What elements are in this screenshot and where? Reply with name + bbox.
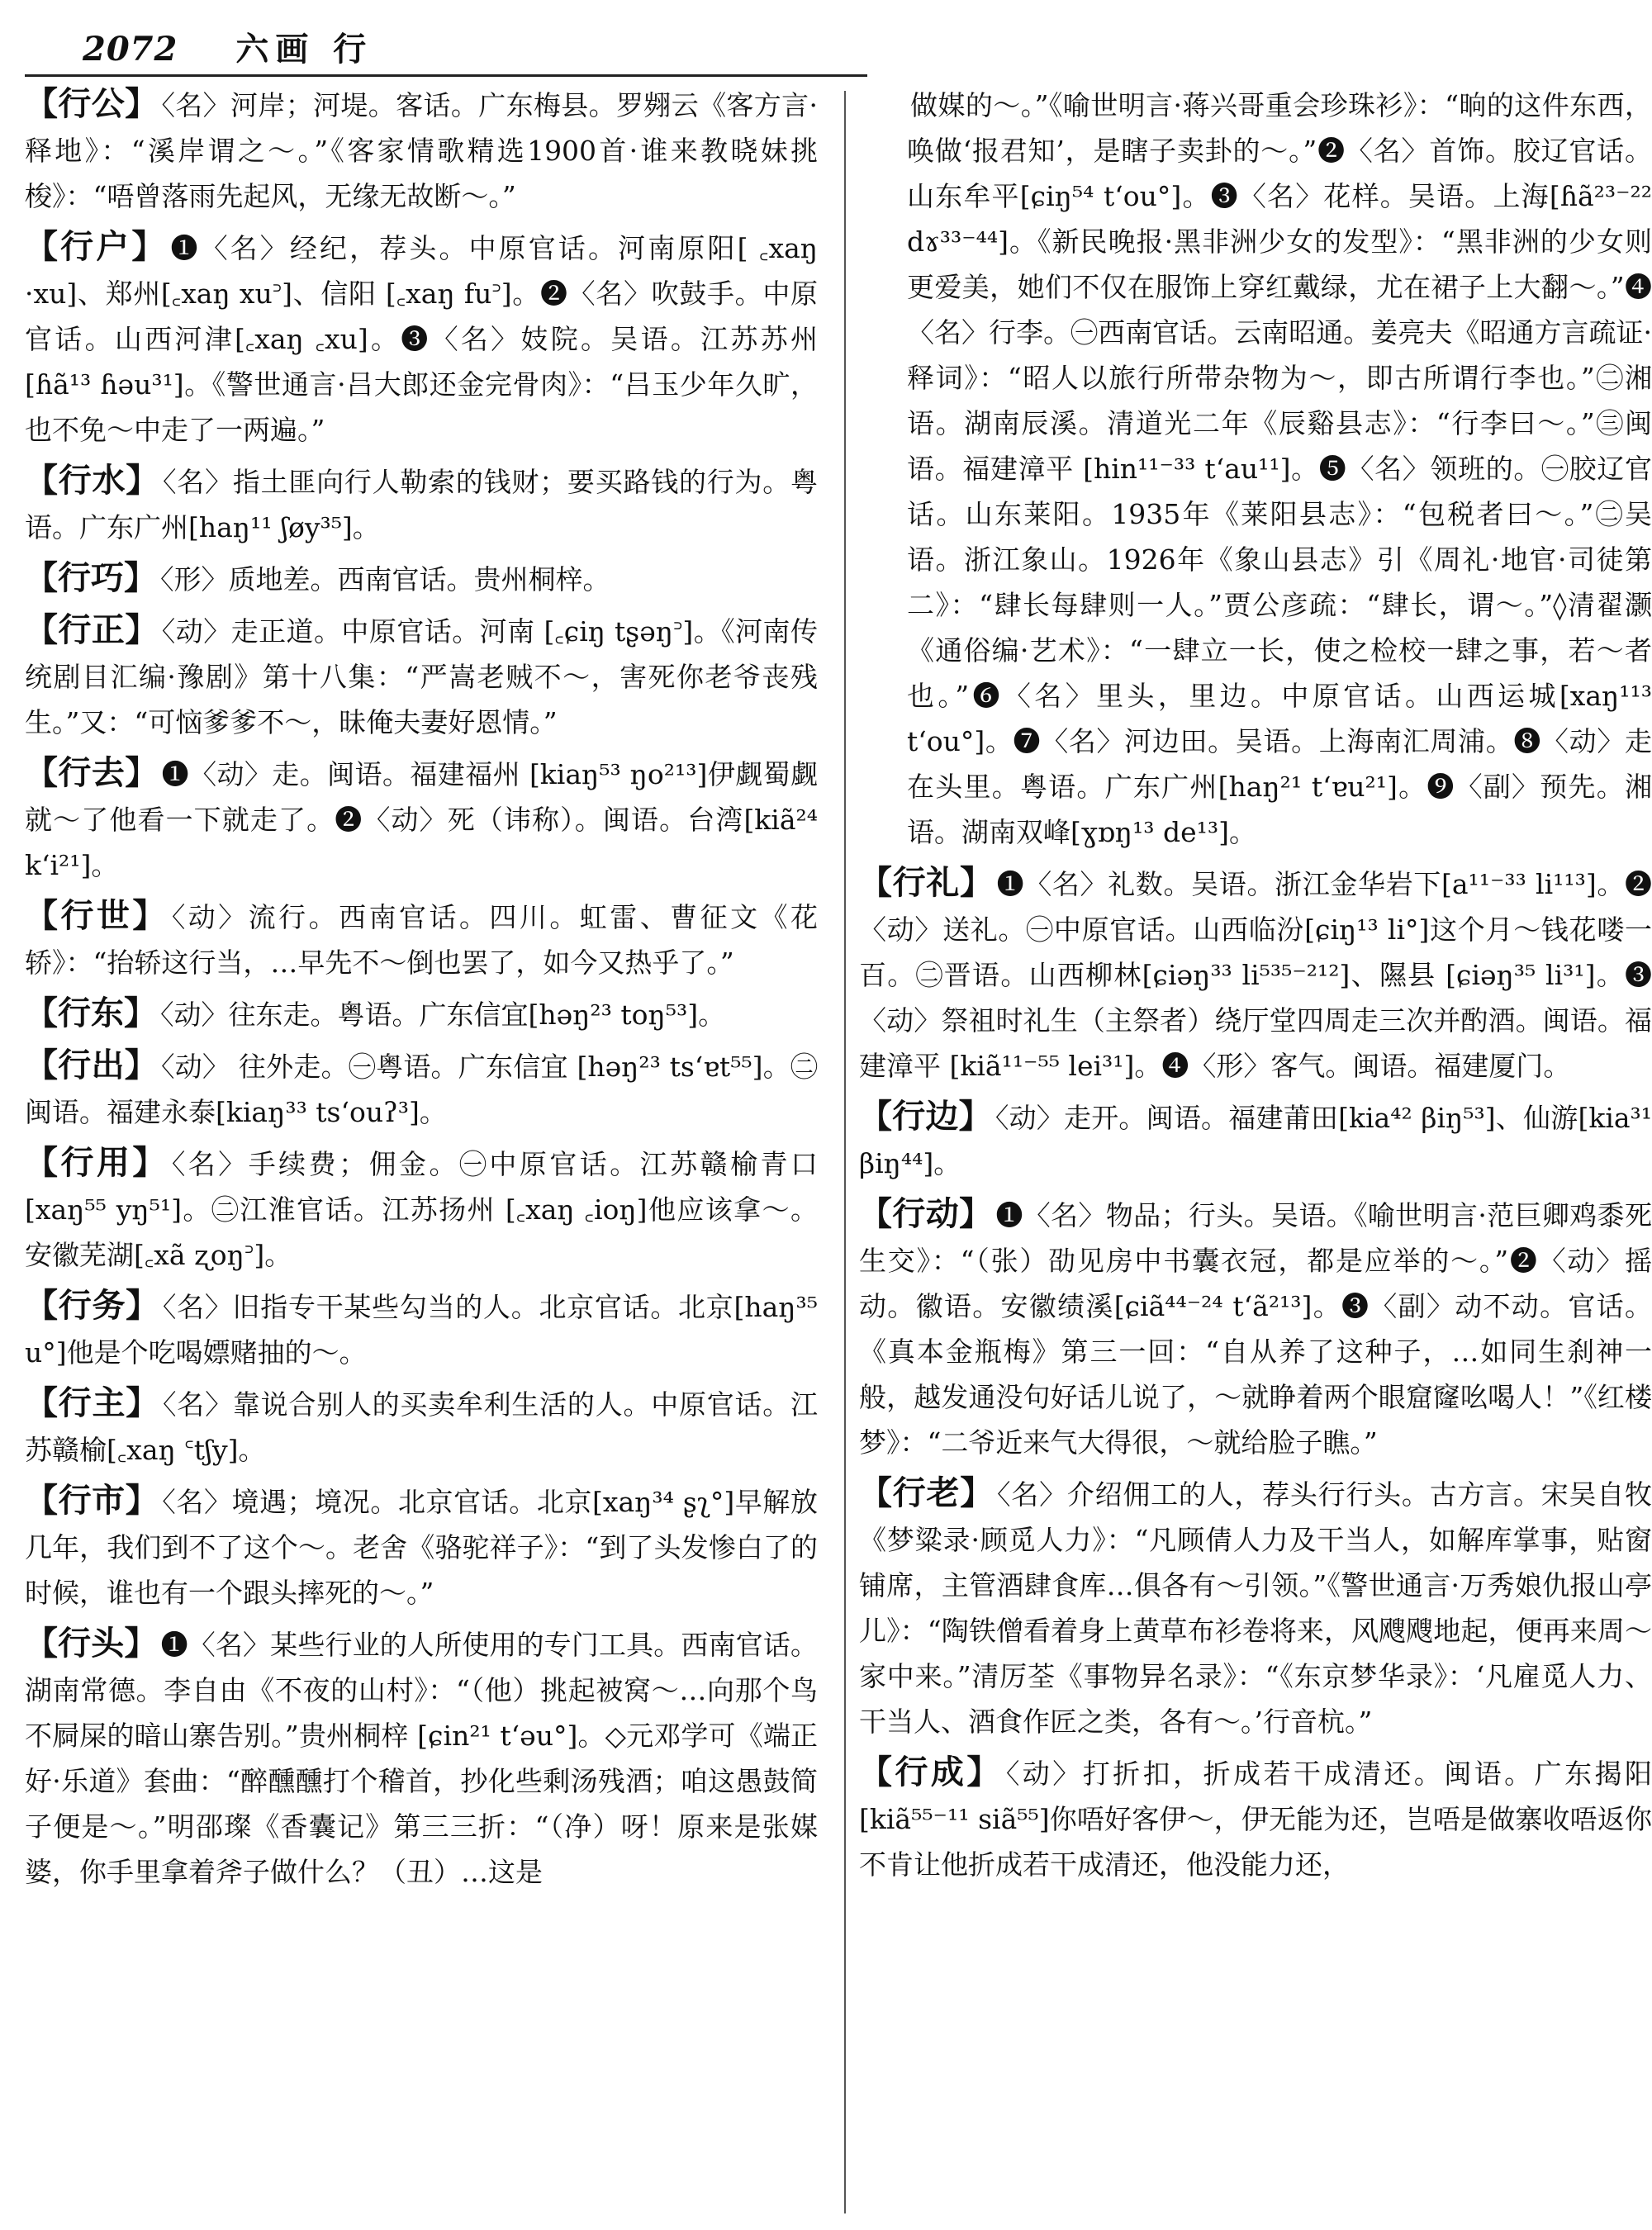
headword: 【行头】 (25, 1624, 158, 1663)
entry-body: 〈名〉手续费；佣金。㊀中原官话。江苏赣榆青口[xaŋ⁵⁵ yŋ⁵¹]。㊁江淮官话。江苏扬州 [꜀xaŋ ꜀ioŋ]他应该拿～。安徽芜湖[꜀xã ʐoŋ꜄]。 (25, 1148, 818, 1271)
page-number: 2072 (83, 30, 178, 69)
entry-body: 〈名〉河岸；河堤。客话。广东梅县。罗翙云《客方言·释地》：“溪岸谓之～。”《客家情歌精选1900首·谁来教晓妹挑梭》：“唔曾落雨先起风，无缘无故断～。” (25, 89, 818, 212)
entry (25, 81, 818, 219)
entry-body: 〈名〉介绍佣工的人，荐头行行头。古方言。宋吴自牧《梦粱录·顾觅人力》：“凡顾倩人力及干当人，如解库掌事，贴窗铺席，主管酒肆食库…俱各有～引领。”《警世通言·万秀娘仇报山亭儿》：“陶铁僧看着身上黄草布衫卷将来，风飕飕地起，便再来周～家中来。”清厉荃《事物异名录》：“《东京梦华录》：‘凡雇觅人力、干当人、酒食作匠之类，各有～。’行音杭。” (859, 1478, 1652, 1738)
page-header (83, 23, 1652, 70)
entry-body: 〈形〉质地差。西南官话。贵州桐梓。 (160, 563, 610, 595)
headword: 【行出】 (25, 1046, 158, 1084)
entry (25, 1620, 818, 1895)
entry-continuation (859, 81, 1652, 855)
entry (859, 1470, 1652, 1744)
headword: 【行用】 (25, 1143, 169, 1182)
headword: 【行公】 (25, 84, 159, 123)
entry (25, 1042, 818, 1135)
entry-body: 〈动〉走正道。中原官话。河南 [꜀ɕiŋ tʂəŋ꜄]。《河南传统剧目汇编·豫剧》第十八集：“严嵩老贼不～，害死你老爷丧残生。”又：“可恼爹爹不～，昧俺夫妻好恩情。” (25, 615, 818, 738)
entry-body: 做媒的～。”《喻世明言·蒋兴哥重会珍珠衫》：“晌的这件东西，唤做‘报君知’，是瞎子卖卦的～。”❷〈名〉首饰。胶辽官话。山东牟平[ɕiŋ⁵⁴ tʻou°]。❸〈名〉花样。吴语。上海[ɦã²³⁻²² dɤ³³⁻⁴⁴]。《新民晚报·黑非洲少女的发型》：“黑非洲的少女则更爱美，她们不仅在服饰上穿红戴绿，尤在裙子上大翻～。”❹〈名〉行李。㊀西南官话。云南昭通。姜亮夫《昭通方言疏证·释词》：“昭人以旅行所带杂物为～，即古所谓行李也。”㊁湘语。湖南辰溪。清道光二年《辰谿县志》：“行李曰～。”㊂闽语。福建漳平 [hin¹¹⁻³³ tʻau¹¹]。❺〈名〉领班的。㊀胶辽官话。山东莱阳。1935年《莱阳县志》：“包税者曰～。”㊁吴语。浙江象山。1926年《象山县志》引《周礼·地官·司徒第二》：“肆长每肆则一人。”贾公彦疏：“肆长，谓～。”◊清翟灏《通俗编·艺术》：“一肆立一长，使之检校一肆之事，若～者也。”❻〈名〉里头，里边。中原官话。山西运城[xaŋ¹¹³ tʻou°]。❼〈名〉河边田。吴语。上海南汇周浦。❽〈动〉走在头里。粤语。广东广州[haŋ²¹ tʻɐu²¹]。❾〈副〉预先。湘语。湖南双峰[ɣɒŋ¹³ de¹³]。 (907, 89, 1652, 848)
headword: 【行水】 (25, 461, 160, 500)
right-column (859, 81, 1652, 2220)
headword: 【行东】 (25, 994, 157, 1032)
entry-body: ❶〈名〉经纪，荐头。中原官话。河南原阳[ ꜀xaŋ ·xu]、郑州[꜀xaŋ xu꜄]、信阳 [꜀xaŋ fu꜄]。❷〈名〉吹鼓手。中原官话。山西河津[꜀xaŋ ꜀xu]。❸〈名〉妓院。吴语。江苏苏州[ɦã¹³ ɦəu³¹]。《警世通言·吕大郎还金完骨肉》：“吕玉少年久旷，也不免～中走了一两遍。” (25, 232, 818, 446)
headword: 【行务】 (25, 1286, 159, 1325)
entry (25, 607, 818, 745)
entry-body: 〈动〉 往外走。㊀粤语。广东信宜 [həŋ²³ tsʻɐt⁵⁵]。㊁闽语。福建永泰[kiaŋ³³ tsʻouʔ³]。 (25, 1051, 818, 1128)
entry (859, 1191, 1652, 1465)
headword: 【行成】 (859, 1753, 1003, 1791)
entry-body: ❶〈名〉物品；行头。吴语。《喻世明言·范巨卿鸡黍死生交》：“（张）劭见房中书囊衣冠，都是应举的～。”❷〈动〉摇动。徽语。安徽绩溪[ɕiã⁴⁴⁻²⁴ tʻã²¹³]。❸〈副〉动不动。官话。《真本金瓶梅》第三一回：“自从养了这种子，…如同生刹神一般，越发通没句好话儿说了，～就睁着两个眼窟窿吆喝人！”《红楼梦》：“二爷近来气大得很，～就给脸子瞧。” (859, 1199, 1652, 1459)
entry-body: 〈名〉境遇；境况。北京官话。北京[xaŋ³⁴ ʂʅ°]早解放几年，我们到不了这个～。老舍《骆驼祥子》：“到了头发惨白了的时候，谁也有一个跟头摔死的～。” (25, 1486, 818, 1609)
entry (25, 1283, 818, 1375)
entry-body: ❶〈名〉某些行业的人所使用的专门工具。西南官话。湖南常德。李自由《不夜的山村》：“（他）挑起被窝～…向那个鸟不屙屎的暗山寨告别。”贵州桐梓 [ɕin²¹ tʻəu°]。◇元邓学可《端正好·乐道》套曲：“醉醺醺打个稽首，抄化些剩汤残酒；咱这愚鼓简子便是～。”明邵璨《香囊记》第三三折：“（净）呀！原来是张媒婆，你手里拿着斧子做什么？（丑）…这是 (25, 1629, 818, 1888)
column-divider (844, 91, 846, 2213)
entry (25, 750, 818, 888)
entry (25, 555, 818, 602)
entry-body: ❶〈动〉走。闽语。福建福州 [kiaŋ⁵³ ŋo²¹³]伊觑蜀觑就～了他看一下就走了。❷〈动〉死（讳称）。闽语。台湾[kiã²⁴ kʻi²¹]。 (25, 758, 818, 881)
entry (25, 893, 818, 985)
headword: 【行市】 (25, 1481, 159, 1520)
headword: 【行巧】 (25, 558, 157, 597)
headword: 【行去】 (25, 753, 159, 792)
entry (25, 1380, 818, 1473)
header-rule (25, 74, 867, 77)
entry (25, 1140, 818, 1278)
headword: 【行礼】 (859, 863, 994, 902)
entry (25, 1478, 818, 1616)
headword: 【行老】 (859, 1473, 995, 1512)
entry-body: 〈名〉旧指专干某些勾当的人。北京官话。北京[haŋ³⁵ u°]他是个吃喝嫖赌抽的～。 (25, 1291, 818, 1369)
entry-body: 〈动〉打折扣，折成若干成清还。闽语。广东揭阳[kiã⁵⁵⁻¹¹ siã⁵⁵]你唔好客伊～，伊无能为还，岂唔是做寨收唔返你不肯让他折成若干成清还，他没能力还， (859, 1758, 1652, 1881)
section-title: 六画 行 (235, 30, 373, 69)
entry-body: 〈名〉指土匪向行人勒索的钱财；要买路钱的行为。粤语。广东广州[haŋ¹¹ ʃøy³⁵]。 (25, 466, 818, 543)
entry-body: 〈动〉流行。西南官话。四川。虹雷、曹征文《花轿》：“抬轿这行当，…早先不～倒也罢了，如今又热乎了。” (25, 901, 818, 979)
entry (859, 1094, 1652, 1186)
entry-body: 〈名〉靠说合别人的买卖牟利生活的人。中原官话。江苏赣榆[꜀xaŋ ꜂tʃy]。 (25, 1388, 818, 1466)
entry-body: ❶〈名〉礼数。吴语。浙江金华岩下[a¹¹⁻³³ li¹¹³]。❷〈动〉送礼。㊀中原官话。山西临汾[ɕiŋ¹³ li°]这个月～钱花喽一百。㊁晋语。山西柳林[ɕiəŋ³³ li⁵³⁵⁻²¹²]、隰县 [ɕiəŋ³⁵ li³¹]。❸〈动〉祭祖时礼生（主祭者）绕厅堂四周走三次并酌酒。闽语。福建漳平 [kiã¹¹⁻⁵⁵ lei³¹]。❹〈形〉客气。闽语。福建厦门。 (859, 868, 1652, 1082)
entry (25, 224, 818, 453)
headword: 【行正】 (25, 610, 159, 649)
entry (25, 990, 818, 1037)
entry (25, 458, 818, 550)
headword: 【行边】 (859, 1097, 992, 1136)
headword: 【行世】 (25, 896, 169, 935)
headword: 【行户】 (25, 227, 168, 266)
entry (859, 860, 1652, 1089)
headword: 【行主】 (25, 1383, 160, 1422)
entry-body: 〈动〉走开。闽语。福建莆田[kia⁴² βiŋ⁵³]、仙游[kia³¹ βiŋ⁴⁴]。 (859, 1102, 1652, 1179)
entry (859, 1749, 1652, 1887)
headword: 【行动】 (859, 1194, 993, 1233)
entry-body: 〈动〉往东走。粤语。广东信宜[həŋ²³ toŋ⁵³]。 (160, 999, 726, 1031)
left-column (25, 81, 818, 2220)
